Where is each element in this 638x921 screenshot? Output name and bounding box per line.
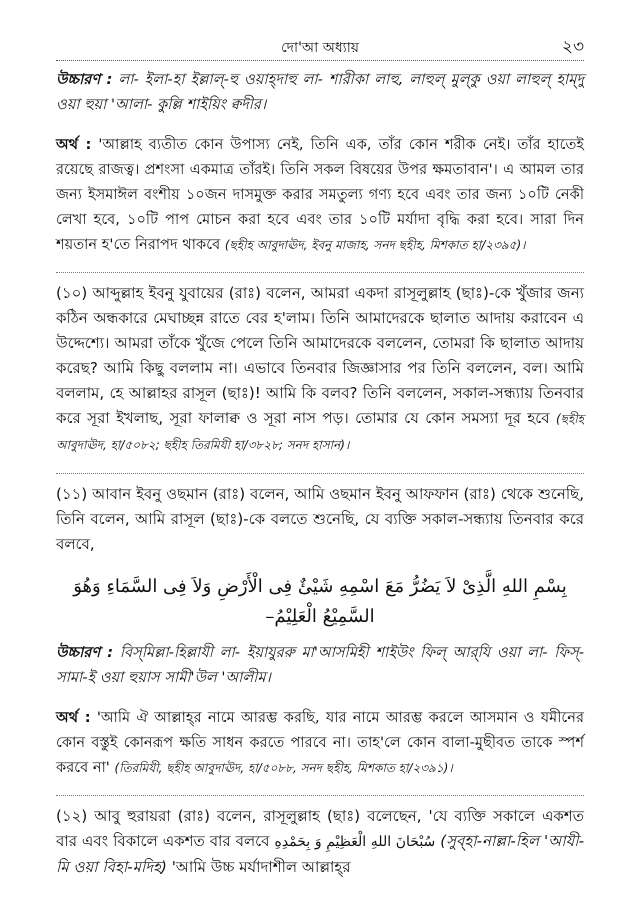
section-divider — [56, 272, 584, 273]
pronunciation-label: উচ্চারণ : — [56, 644, 114, 662]
meaning-text: 'আমি ঐ আল্লাহ্‌র নামে আরম্ভ করছি, যার নামে আরম্ভ করলে আসমান ও যমীনের কোন বস্তুই কোনরূপ ক্ষতি সাধন করতে পারবে না। তাহ'লে কোন বালা-মুছীবত তাকে স্পর্শ করবে না' — [56, 708, 584, 776]
reference: (ছহীহ আবুদাঊদ, হা/৫০৮২; ছহীহ তিরমিযী হা/৩৮২৮; সনদ হাসান)। — [56, 412, 584, 453]
hadith-12-paragraph — [56, 804, 584, 880]
section-divider — [56, 795, 584, 796]
pronunciation-text: লা- ইলা-হা ইল্লাল্-হু ওয়াহ্‌দাহু লা- শারীকা লাহু, লাহুল্ মুল্‌কু ওয়া লাহুল্ হাম্‌দু ওয়া হুয়া 'আলা- কুল্লি শাইয়িং ক্বদীর। — [56, 71, 585, 113]
chapter-title: দো'আ অধ্যায় — [280, 40, 360, 56]
section-divider — [56, 473, 584, 474]
arabic-dua: بِسْمِ اللهِ الَّذِىْ لاَ يَضُرُّ مَعَ اسْمِهِ شَيْئٌ فِى الْأَرْضِ وَلاَ فِى السَّمَاءِ وَهُوَ السَّمِيْعُ الْعَلِيْمُ– — [73, 576, 567, 628]
hadith-11-paragraph — [56, 482, 584, 557]
meaning-label: অর্থ : — [56, 135, 92, 153]
page — [56, 30, 584, 895]
reference: (তিরমিযী, ছহীহ আবুদাঊদ, হা/৫০৮৮, সনদ ছহীহ, মিশকাত হা/২৩৯১)। — [114, 760, 453, 775]
hadith-10-text: (১০) আব্দুল্লাহ ইবনু যুবায়ের (রাঃ) বলেন, আমরা একদা রাসূলুল্লাহ (ছাঃ)-কে খুঁজার জন্য কঠিন অন্ধকারে মেঘাচ্ছন্ন রাতে বের হ'লাম। তিনি আমাদেরকে ছালাত আদায় করাবেন এ উদ্দেশ্যে। আমরা তাঁকে খুঁজে পেলে তিনি আমাদেরকে বললেন, তোমরা কি ছালাত আদায় করেছ? আমি কিছু বললাম না। এভাবে তিনবার জিজ্ঞাসার পর তিনি বললেন, বল। আমি বললাম, হে আল্লাহর রাসূল (ছাঃ)! আমি কি বলব? তিনি বললেন, সকাল-সন্ধ্যায় তিনবার করে সূরা ইখলাছ, সূরা ফালাক্ব ও সূরা নাস পড়। তোমার যে কোন সমস্যা দূর হবে — [56, 284, 584, 428]
page-number: ২৩ — [561, 37, 584, 57]
pronunciation-label: উচ্চারণ : — [56, 71, 113, 88]
arabic-inline-dua: سُبْحَانَ اللهِ الْعَظِيْمِ وَ بِحَمْدِهِ — [274, 834, 436, 851]
pronunciation-text: বিস্‌মিল্লা-হিল্লাযী লা- ইয়াযুররু মা'আসমিহী শাইউং ফিল্ আর্‌যি ওয়া লা- ফিস্-সামা-ই ওয়া হুয়াস সামী'উল 'আলীম। — [56, 644, 584, 687]
hadith-11-text: (১১) আবান ইবনু ওছমান (রাঃ) বলেন, আমি ওছমান ইবনু আফফান (রাঃ) থেকে শুনেছি, তিনি বলেন, আমি রাসূল (ছাঃ)-কে বলতে শুনেছি, যে ব্যক্তি সকাল-সন্ধ্যায় তিনবার করে বলবে, — [56, 485, 584, 554]
hadith-12-text: (১২) আবু হুরায়রা (রাঃ) বলেন, রাসূলুল্লাহ (ছাঃ) বলেছেন, 'যে ব্যক্তি সকালে একশত বার এবং বিকালে একশত বার বলবে — [56, 807, 584, 851]
reference: (ছহীহ আবুদাঊদ, ইবনু মাজাহ, সনদ ছহীহ, মিশকাত হা/২৩৯৫)। — [224, 237, 526, 252]
hadith-10-paragraph — [56, 281, 584, 458]
pronunciation-inline: (সুব্‌হা-নাল্লা-হিল 'আযী-মি ওয়া বিহা-মদিহ) — [56, 832, 585, 877]
pronunciation-paragraph-2 — [56, 640, 584, 690]
hadith-12-text-cont: 'আমি উচ্চ মর্যাদাশীল আল্লাহ্‌র — [171, 858, 351, 877]
meaning-label: অর্থ : — [56, 708, 91, 726]
meaning-paragraph-1 — [56, 132, 584, 258]
header-divider — [56, 60, 584, 61]
pronunciation-paragraph-1 — [56, 67, 584, 117]
page-header — [56, 30, 584, 58]
meaning-paragraph-2 — [56, 705, 584, 781]
meaning-text: 'আল্লাহ ব্যতীত কোন উপাস্য নেই, তিনি এক, তাঁর কোন শরীক নেই। তাঁর হাতেই রয়েছে রাজত্ব। প্রশংসা একমাত্র তাঁরই। তিনি সকল বিষয়ের উপর ক্ষমতাবান'। এ আমল তার জন্য ইসমাঈল বংশীয় ১০জন দাসমুক্ত করার সমতুল্য গণ্য হবে এবং তার জন্য ১০টি নেকী লেখা হবে, ১০টি পাপ মোচন করা হবে এবং তার ১০টি মর্যাদা বৃদ্ধি করা হবে। সারা দিন শয়তান হ'তে নিরাপদ থাকবে — [56, 135, 584, 253]
